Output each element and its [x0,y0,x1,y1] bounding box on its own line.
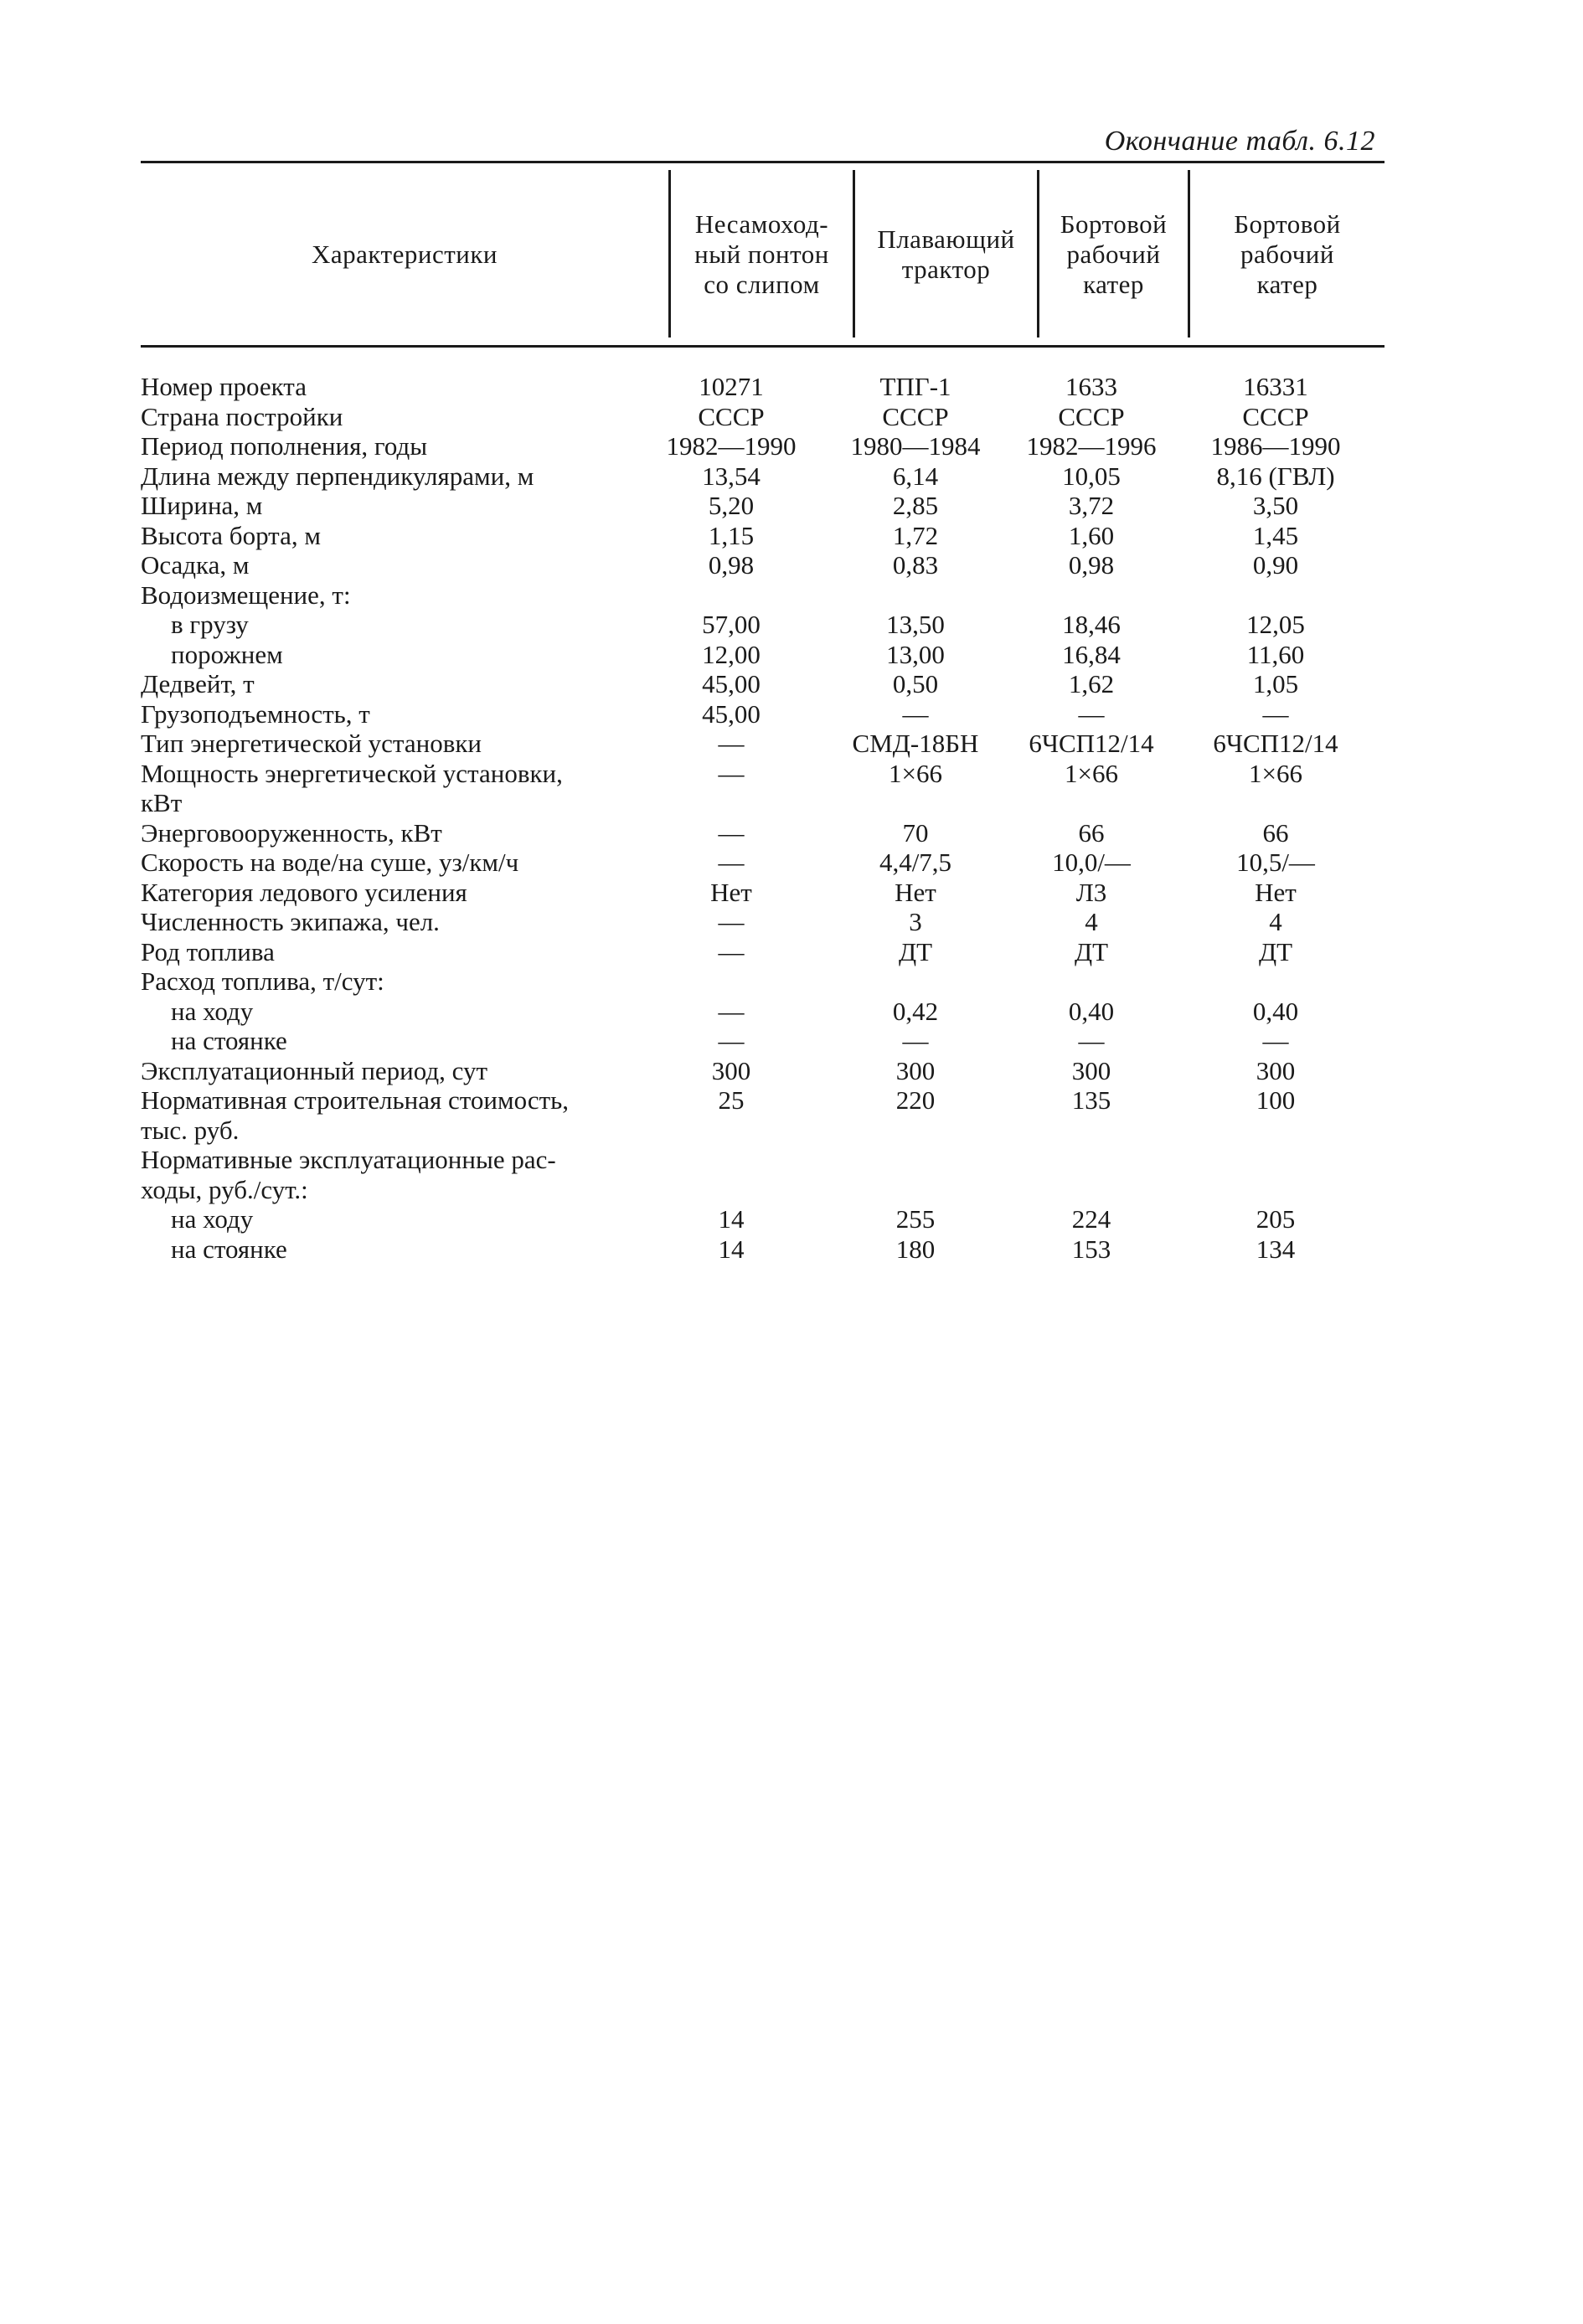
table-row [141,521,1397,551]
table-row [141,431,1397,461]
row-value: 1982—1990 [666,431,797,461]
table-row [141,372,1397,402]
table-row [141,907,1397,937]
row-value: — [1078,1026,1105,1055]
row-value: 205 [1256,1204,1296,1234]
row-value: 224 [1071,1204,1111,1234]
row-label: Род топлива [141,936,275,966]
row-label: Тип энергетической установки [141,729,482,758]
row-value: — [1262,698,1289,729]
row-value: 180 [895,1234,936,1264]
row-value: 13,00 [886,639,945,669]
row-value: 10,05 [1062,461,1121,491]
row-value: 25 [718,1085,745,1115]
row-value: 18,46 [1062,610,1121,639]
row-value: 1,60 [1068,520,1115,550]
row-value: — [718,1026,745,1055]
row-value: 45,00 [702,698,761,729]
row-label: Номер проекта [141,372,307,401]
row-value: 0,98 [708,550,755,580]
row-value: Нет [710,877,752,907]
table-row [141,818,1397,848]
row-value: 70 [902,817,929,848]
row-value: — [718,729,745,758]
table-row [141,1116,1397,1146]
row-value: — [718,936,745,966]
row-label: Нормативная строительная стоимость, [141,1085,570,1115]
header-boat-1: Бортовой рабочий катер [1060,209,1168,299]
row-value: 13,50 [886,610,945,639]
row-value: 1633 [1065,372,1117,401]
row-value: 1980—1984 [850,431,981,461]
row-label: в грузу [171,610,249,639]
row-value: — [718,907,745,936]
table-row [141,610,1397,640]
row-value: 1×66 [1065,758,1118,788]
row-value: 6ЧСП12/14 [1213,729,1338,758]
row-value: 12,05 [1246,610,1305,639]
row-value: 10,5/— [1236,848,1315,877]
row-value: ДТ [898,936,933,966]
row-value: — [902,1026,929,1055]
header-characteristics: Характеристики [311,239,498,269]
table-row [141,997,1397,1027]
row-value: — [1262,1026,1289,1055]
row-value: 1,15 [708,520,755,550]
row-value: ДТ [1074,936,1109,966]
row-value: 45,00 [702,669,761,698]
row-value: 300 [895,1055,936,1085]
row-value: 1982—1996 [1026,431,1157,461]
table-row [141,1085,1397,1116]
row-value: 66 [1078,817,1105,848]
row-value: 11,60 [1246,639,1305,669]
row-value: 3 [909,907,922,936]
table-row [141,788,1397,818]
row-value: СССР [1058,401,1125,431]
row-label: на стоянке [171,1026,287,1055]
row-label: Нормативные эксплуатационные рас- [141,1145,556,1174]
row-value: 16331 [1243,372,1308,401]
row-value: 100 [1256,1085,1296,1115]
row-value: 14 [718,1204,745,1234]
row-label: кВт [141,788,183,817]
row-value: 6,14 [892,461,939,491]
row-value: — [718,996,745,1026]
row-value: 0,90 [1252,550,1299,580]
row-value: 1×66 [889,758,942,788]
row-value: 16,84 [1062,639,1121,669]
row-value: 300 [711,1055,751,1085]
row-value: ТПГ-1 [879,372,951,401]
row-value: 0,42 [892,996,939,1026]
row-label: порожнем [171,639,283,669]
row-value: 4,4/7,5 [879,848,952,877]
row-value: Нет [1255,877,1297,907]
row-value: 1986—1990 [1210,431,1341,461]
row-label: на ходу [171,996,254,1026]
table-caption: Окончание табл. 6.12 [1104,126,1375,157]
header-tractor: Плавающий трактор [877,224,1015,284]
table-row [141,966,1397,997]
row-value: 1,72 [892,520,939,550]
row-value: Нет [895,877,936,907]
row-label: Водоизмещение, т: [141,580,351,610]
table-body [141,372,1397,1264]
table-row [141,699,1397,729]
row-value: 13,54 [702,461,761,491]
row-value: 14 [718,1234,745,1264]
row-value: — [1078,698,1105,729]
row-value: 6ЧСП12/14 [1029,729,1154,758]
row-value: — [718,848,745,877]
row-value: 0,40 [1252,996,1299,1026]
row-value: СМД-18БН [852,729,979,758]
row-label: Грузоподъемность, т [141,698,370,729]
row-value: 57,00 [702,610,761,639]
row-value: 0,40 [1068,996,1115,1026]
table-row [141,550,1397,580]
table-row [141,1026,1397,1056]
row-value: 2,85 [892,491,939,520]
row-label: Дедвейт, т [141,669,255,698]
row-value: — [718,758,745,788]
table-row [141,461,1397,492]
row-value: Л3 [1075,877,1107,907]
row-label: Длина между перпендикулярами, м [141,461,534,491]
row-label: Эксплуатационный период, сут [141,1055,488,1085]
table-row [141,580,1397,611]
row-label: Ширина, м [141,491,263,520]
table-row [141,1204,1397,1234]
row-label: Период пополнения, годы [141,431,428,461]
row-label: ходы, руб./сут.: [141,1174,308,1204]
row-label: Осадка, м [141,550,250,580]
table-row [141,1175,1397,1205]
row-value: 153 [1071,1234,1111,1264]
row-value: 0,98 [1068,550,1115,580]
table-row [141,491,1397,521]
row-value: 5,20 [708,491,755,520]
row-value: — [718,817,745,848]
row-value: 3,50 [1252,491,1299,520]
row-label: Скорость на воде/на суше, уз/км/ч [141,848,519,877]
row-value: — [902,698,929,729]
row-label: тыс. руб. [141,1115,240,1145]
table-row [141,937,1397,967]
row-label: Расход топлива, т/сут: [141,966,384,996]
row-label: Высота борта, м [141,520,321,550]
table-row [141,729,1397,759]
row-value: 10,0/— [1052,848,1131,877]
row-value: 1,62 [1068,669,1115,698]
row-value: 12,00 [702,639,761,669]
row-value: 4 [1269,907,1282,936]
row-value: СССР [698,401,765,431]
row-value: 255 [895,1204,936,1234]
table-row [141,759,1397,789]
row-value: 8,16 (ГВЛ) [1216,461,1335,491]
row-value: 0,50 [892,669,939,698]
row-value: СССР [1242,401,1309,431]
row-value: 1,05 [1252,669,1299,698]
row-value: 135 [1071,1085,1111,1115]
row-value: 3,72 [1068,491,1115,520]
row-value: 220 [895,1085,936,1115]
row-value: 134 [1256,1234,1296,1264]
row-value: 0,83 [892,550,939,580]
row-label: Страна постройки [141,401,343,431]
row-value: 4 [1085,907,1098,936]
row-label: Энерговооруженность, кВт [141,817,442,848]
header-pontoon: Несамоход- ный понтон со слипом [694,209,829,299]
table-row [141,848,1397,878]
table-row [141,1056,1397,1086]
row-value: 66 [1262,817,1289,848]
row-label: Численность экипажа, чел. [141,907,440,936]
row-value: СССР [882,401,949,431]
row-value: 300 [1256,1055,1296,1085]
row-value: 1×66 [1249,758,1302,788]
table-row [141,640,1397,670]
row-value: ДТ [1258,936,1293,966]
row-value: 10271 [699,372,764,401]
table-row [141,1234,1397,1265]
row-label: Категория ледового усиления [141,877,467,907]
row-value: 300 [1071,1055,1111,1085]
table-row [141,669,1397,699]
row-value: 1,45 [1252,520,1299,550]
table-row [141,402,1397,432]
table-row [141,878,1397,908]
table-header [141,163,1384,345]
row-label: Мощность энергетической установки, [141,758,563,788]
row-label: на стоянке [171,1234,287,1264]
header-boat-2: Бортовой рабочий катер [1234,209,1341,299]
table-row [141,1145,1397,1175]
row-label: на ходу [171,1204,254,1234]
header-bottom-rule [141,345,1384,348]
